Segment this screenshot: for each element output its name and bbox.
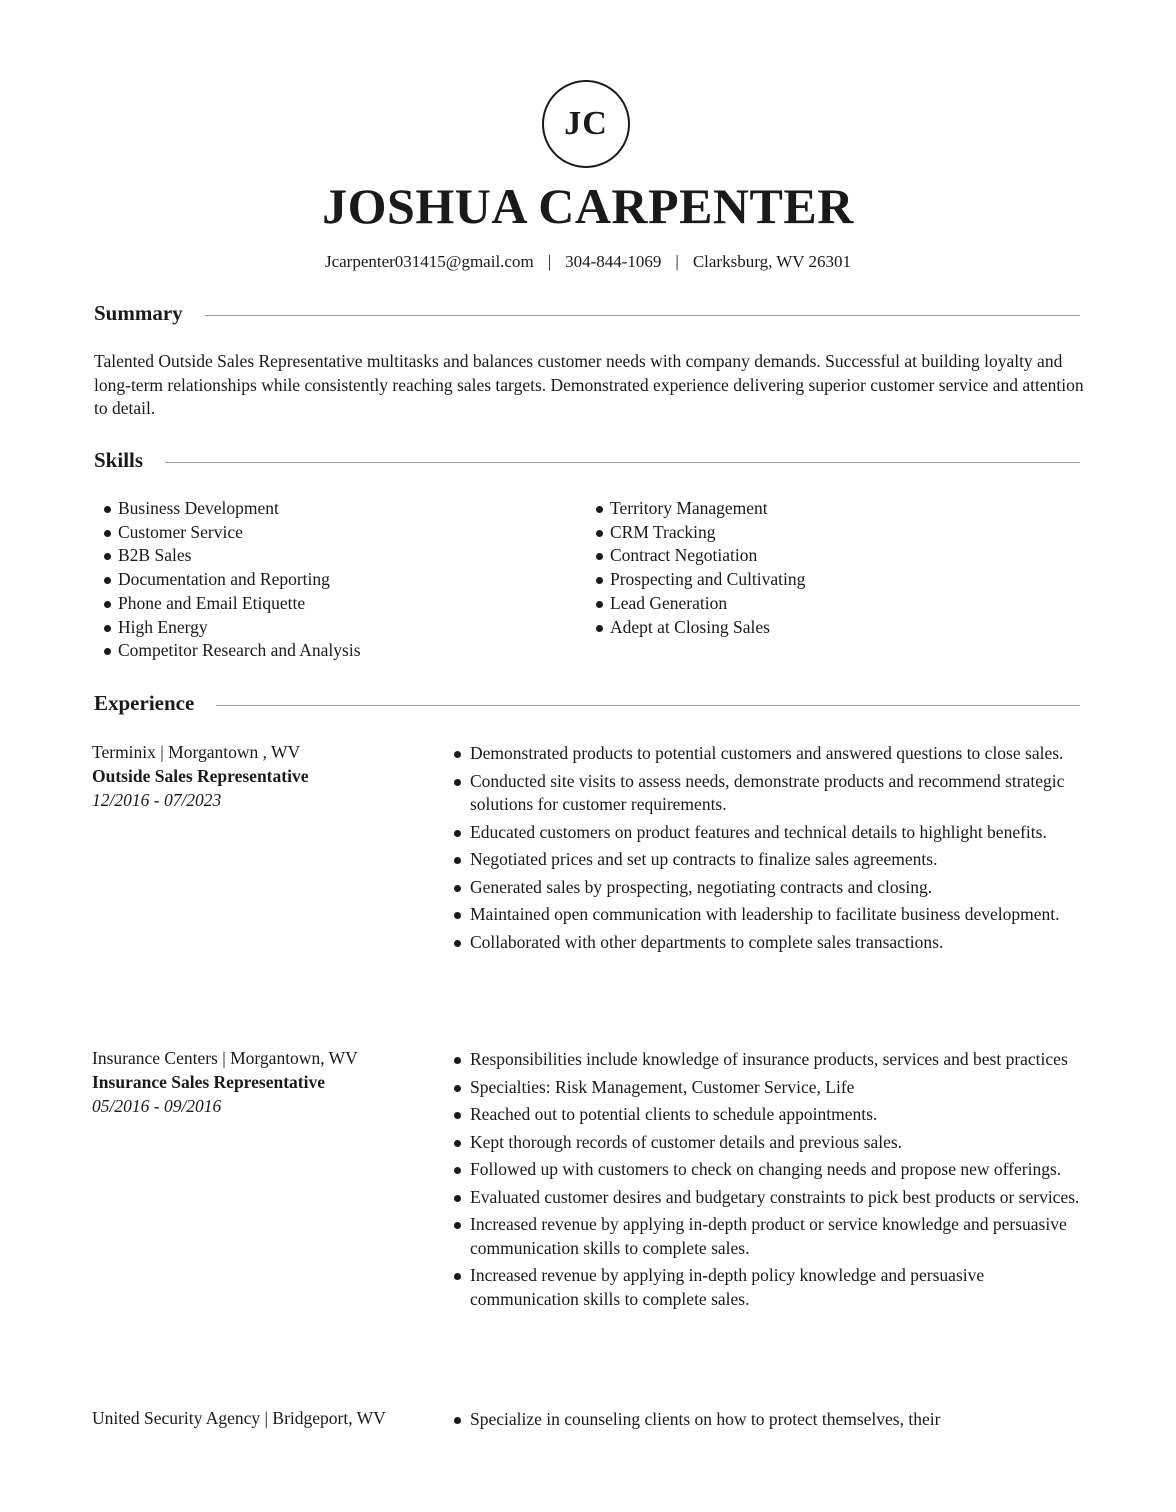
skill-item: Lead Generation <box>594 592 805 616</box>
duty-item: Educated customers on product features and technical details to highlight benefits. <box>452 821 1086 845</box>
duty-item: Increased revenue by applying in-depth product or service knowledge and persuasive communication skills to complete sales. <box>452 1213 1086 1260</box>
skill-item: Contract Negotiation <box>594 544 805 568</box>
job-title: Insurance Sales Representative <box>92 1072 325 1092</box>
section-divider <box>205 315 1080 316</box>
job-dates: 05/2016 - 09/2016 <box>92 1096 222 1116</box>
duty-item: Demonstrated products to potential customers and answered questions to close sales. <box>452 742 1086 766</box>
section-title: Experience <box>94 690 195 715</box>
duty-item: Reached out to potential clients to schedule appointments. <box>452 1103 1086 1127</box>
email[interactable]: Jcarpenter031415@gmail.com <box>324 252 534 271</box>
job-company: United Security Agency | Bridgeport, WV <box>92 1408 386 1428</box>
skill-item: Phone and Email Etiquette <box>102 592 361 616</box>
job-duties <box>452 742 1086 958</box>
job-meta <box>92 740 442 812</box>
candidate-name: JOSHUA CARPENTER <box>322 178 854 234</box>
duty-item: Generated sales by prospecting, negotiating contracts and closing. <box>452 876 1086 900</box>
skills-list-left <box>102 497 361 663</box>
section-title: Skills <box>94 447 144 472</box>
location: Clarksburg, WV 26301 <box>692 252 852 271</box>
skill-item: Documentation and Reporting <box>102 568 361 592</box>
phone[interactable]: 304-844-1069 <box>565 252 662 271</box>
summary-section-header <box>94 299 1080 327</box>
duty-item: Collaborated with other departments to complete sales transactions. <box>452 931 1086 955</box>
contact-separator: | <box>547 252 552 271</box>
skill-item: CRM Tracking <box>594 521 805 545</box>
contact-separator: | <box>675 252 679 271</box>
skill-item: Prospecting and Cultivating <box>594 568 805 592</box>
job-meta <box>92 1046 442 1118</box>
duty-item: Maintained open communication with leadership to facilitate business development. <box>452 903 1086 927</box>
job-duties <box>452 1408 1086 1436</box>
duty-item: Negotiated prices and set up contracts to finalize sales agreements. <box>452 848 1086 872</box>
experience-section-header <box>94 689 1080 717</box>
skills-section-header <box>94 446 1080 474</box>
job-title: Outside Sales Representative <box>92 766 309 786</box>
job-duties <box>452 1048 1086 1315</box>
contact-line <box>0 250 1176 274</box>
skill-item: Customer Service <box>102 521 361 545</box>
skill-item: Territory Management <box>594 497 805 521</box>
duty-item: Conducted site visits to assess needs, demonstrate products and recommend strategic solutions for customer requirements. <box>452 770 1086 817</box>
summary-text: Talented Outside Sales Representative multitasks and balances customer needs with company demands. Successful at building loyalty and long-term relationships while consistently reaching sales targets. Demonstrated experience delivering superior customer service and attention to detail. <box>94 351 1084 418</box>
skill-item: Competitor Research and Analysis <box>102 639 361 663</box>
duty-item: Followed up with customers to check on changing needs and propose new offerings. <box>452 1158 1086 1182</box>
job-dates: 12/2016 - 07/2023 <box>92 790 222 810</box>
skill-item: B2B Sales <box>102 544 361 568</box>
section-divider <box>165 462 1080 463</box>
skill-item: Adept at Closing Sales <box>594 616 805 640</box>
skill-item: Business Development <box>102 497 361 521</box>
duty-item: Specialize in counseling clients on how to protect themselves, their <box>452 1408 1086 1432</box>
job-meta <box>92 1406 442 1430</box>
skill-item: High Energy <box>102 616 361 640</box>
duty-item: Responsibilities include knowledge of insurance products, services and best practices <box>452 1048 1086 1072</box>
duty-item: Kept thorough records of customer details and previous sales. <box>452 1131 1086 1155</box>
duty-item: Increased revenue by applying in-depth policy knowledge and persuasive communication skills to complete sales. <box>452 1264 1086 1311</box>
duty-item: Specialties: Risk Management, Customer Service, Life <box>452 1076 1086 1100</box>
monogram-badge <box>542 80 630 168</box>
initials: JC <box>564 105 608 142</box>
section-divider <box>216 705 1080 706</box>
duty-item: Evaluated customer desires and budgetary constraints to pick best products or services. <box>452 1186 1086 1210</box>
section-title: Summary <box>94 300 183 325</box>
job-company: Insurance Centers | Morgantown, WV <box>92 1048 358 1068</box>
skills-list-right <box>594 497 805 639</box>
job-company: Terminix | Morgantown , WV <box>92 742 301 762</box>
